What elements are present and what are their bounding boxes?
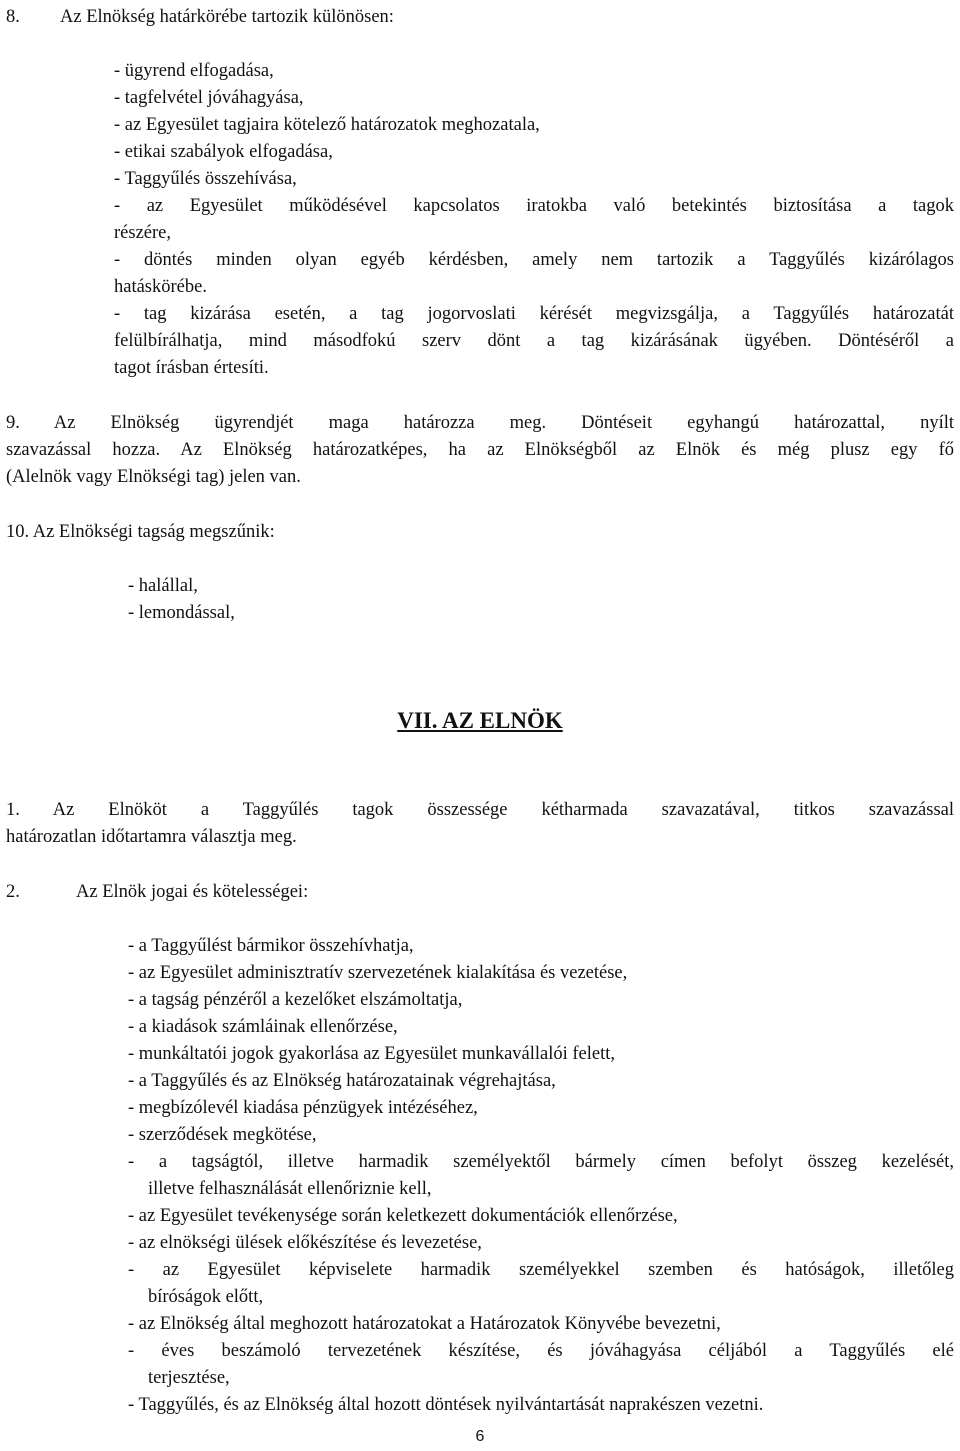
list-item: - halállal, (128, 576, 198, 596)
list-item-continuation: illetve felhasználását ellenőriznie kell, (148, 1179, 432, 1199)
list-item-continuation: hatáskörébe. (114, 277, 207, 297)
section-9-line: (Alelnök vagy Elnökségi tag) jelen van. (6, 467, 301, 487)
list-item: - a Taggyűlést bármikor összehívhatja, (128, 936, 414, 956)
list-item-continuation: felülbírálhatja, mind másodfokú szerv dönt a tag kizárásának ügyében. Döntéséről a (114, 331, 954, 351)
list-item: - éves beszámoló tervezetének készítése, és jóváhagyása céljából a Taggyűlés elé (128, 1341, 954, 1361)
list-item-continuation: részére, (114, 223, 171, 243)
list-item: - Taggyűlés, és az Elnökség által hozott döntések nyilvántartását naprakészen vezetni. (128, 1395, 764, 1415)
list-item: - az Egyesület tevékenysége során keletkezett dokumentációk ellenőrzése, (128, 1206, 678, 1226)
list-item: - az Egyesület képviselete harmadik személyekkel szemben és hatóságok, illetőleg (128, 1260, 954, 1280)
list-item-continuation: tagot írásban értesíti. (114, 358, 269, 378)
list-item: - tag kizárása esetén, a tag jogorvoslati kérését megvizsgálja, a Taggyűlés határozatát (114, 304, 954, 324)
paragraph-2-heading: Az Elnök jogai és kötelességei: (76, 882, 309, 902)
list-item: - döntés minden olyan egyéb kérdésben, amely nem tartozik a Taggyűlés kizárólagos (114, 250, 954, 270)
list-item: - a kiadások számláinak ellenőrzése, (128, 1017, 398, 1037)
list-item: - a Taggyűlés és az Elnökség határozatainak végrehajtása, (128, 1071, 556, 1091)
list-item: - az elnökségi ülések előkészítése és levezetése, (128, 1233, 482, 1253)
list-item: - az Elnökség által meghozott határozatokat a Határozatok Könyvébe bevezetni, (128, 1314, 721, 1334)
list-item: - a tagság pénzéről a kezelőket elszámoltatja, (128, 990, 463, 1010)
list-item: - tagfelvétel jóváhagyása, (114, 88, 304, 108)
paragraph-1-line: határozatlan időtartamra választja meg. (6, 827, 297, 847)
section-9-line: szavazással hozza. Az Elnökség határozatképes, ha az Elnökségből az Elnök és még plusz egy fő (6, 440, 954, 460)
section-8-heading: Az Elnökség határkörébe tartozik különösen: (60, 7, 394, 27)
list-item: - szerződések megkötése, (128, 1125, 317, 1145)
section-10-heading: 10. Az Elnökségi tagság megszűnik: (6, 522, 275, 542)
list-item: - ügyrend elfogadása, (114, 61, 274, 81)
paragraph-2-number: 2. (6, 882, 20, 902)
list-item: - lemondással, (128, 603, 235, 623)
list-item: - az Egyesület adminisztratív szervezetének kialakítása és vezetése, (128, 963, 628, 983)
list-item: - a tagságtól, illetve harmadik személyektől bármely címen befolyt összeg kezelését, (128, 1152, 954, 1172)
list-item: - megbízólevél kiadása pénzügyek intézéséhez, (128, 1098, 478, 1118)
list-item: - az Egyesület működésével kapcsolatos iratokba való betekintés biztosítása a tagok (114, 196, 954, 216)
page-number: 6 (475, 1428, 485, 1445)
list-item: - munkáltatói jogok gyakorlása az Egyesület munkavállalói felett, (128, 1044, 616, 1064)
chapter-title: VII. AZ ELNÖK (397, 708, 563, 733)
list-item: - az Egyesület tagjaira kötelező határozatok meghozatala, (114, 115, 540, 135)
section-8-number: 8. (6, 7, 20, 27)
list-item-continuation: terjesztése, (148, 1368, 230, 1388)
list-item: - etikai szabályok elfogadása, (114, 142, 333, 162)
list-item-continuation: bíróságok előtt, (148, 1287, 264, 1307)
paragraph-1-line: 1. Az Elnököt a Taggyűlés tagok összessége kétharmada szavazatával, titkos szavazással (6, 800, 954, 820)
section-9-line: 9. Az Elnökség ügyrendjét maga határozza meg. Döntéseit egyhangú határozattal, nyílt (6, 413, 954, 433)
list-item: - Taggyűlés összehívása, (114, 169, 297, 189)
